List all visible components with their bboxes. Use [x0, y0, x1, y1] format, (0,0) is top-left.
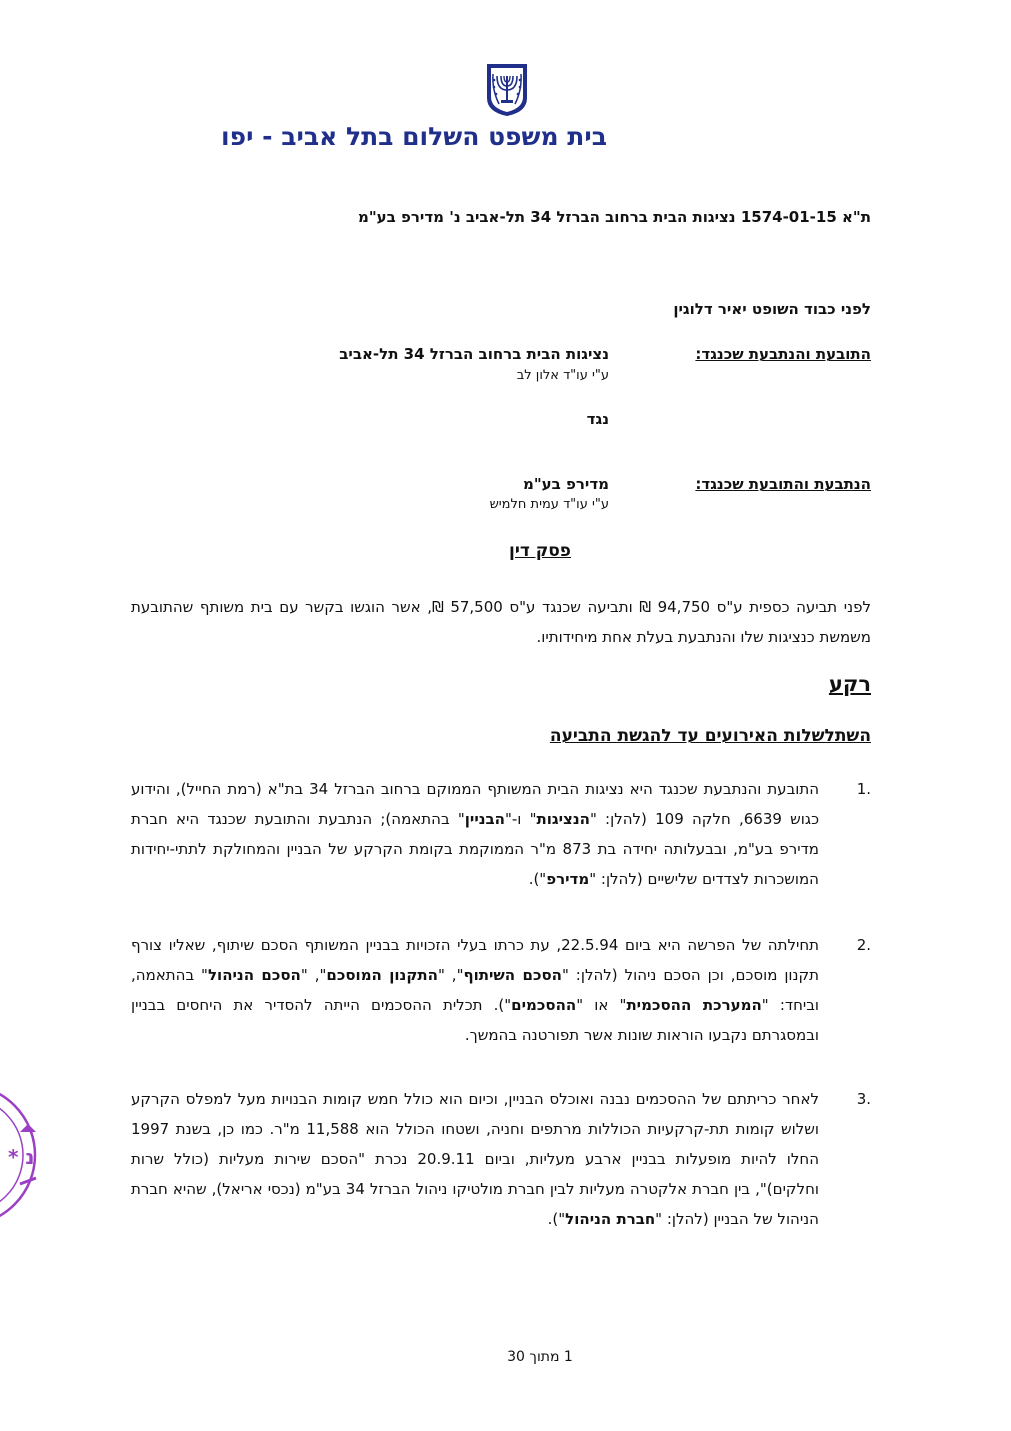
defined-term: התקנון המוסכם — [326, 966, 438, 984]
defined-term: הסכם הניהול — [207, 966, 301, 984]
intro-paragraph: לפני תביעה כספית ע"ס 94,750 ₪ ותביעה שכנגד ע"ס 57,500 ₪, אשר הוגשו בקשר עם בית משותף שהתובעת משמשת כנציגות שלו והנתבעת בעלת אחת מיחידותיו. — [131, 598, 871, 646]
paragraph-text — [131, 1084, 819, 1234]
paragraph-run: ", " — [300, 966, 327, 984]
court-stamp-icon — [0, 1080, 40, 1230]
plaintiff-name: נציגות הבית ברחוב הברזל 34 תל-אביב — [339, 345, 609, 363]
defined-term: הבניין — [464, 810, 505, 828]
defendant-name: מדירפ בע"מ — [522, 475, 609, 493]
paragraph-run: לאחר כריתתם של ההסכמים נבנה ואוכלס הבניין, וכיום הוא כולל חמש קומות הבנויות מעל למפלס הקרקע ושלוש קומות תת-קרקעיות הכוללות מרתפים וחניה, ושטחו הכולל הוא 11,588 מ"ר. כמו כן, בשנת 1997 החלו להיות מופעלות בבניין ארבע מעליות, וביום 20.9.11 נכרת "הסכם שירות מעליות (כולל שרות וחלקים)", בין חברת אלקטרה מעליות לבין חברת מולטיקו ניהול הברזל 34 בע"מ (נכסי אריאל), שהיא חברת הניהול של הבניין (להלן: " — [131, 1090, 819, 1228]
plaintiff-lawyer: ע"י עו"ד אלון לב — [516, 368, 609, 383]
defined-term: ההסכמים — [511, 996, 577, 1014]
paragraph-run: "). — [528, 870, 547, 888]
paragraph-run: " או " — [576, 996, 627, 1014]
versus-label: נגד — [586, 410, 609, 428]
paragraph-text — [131, 930, 819, 1050]
defined-term: חברת הניהול — [565, 1210, 656, 1228]
defined-term: המערכת ההסכמית — [626, 996, 762, 1014]
paragraph-run: תחילתה של הפרשה היא ביום 22.5.94, עת כרתו בעלי הזכויות בבניין המשותף הסכם שיתוף, שאליו צורף תקנון מוסכם, וכן הסכם ניהול (להלן: " — [131, 936, 820, 984]
paragraph-text — [131, 774, 819, 894]
paragraph-run: " בהתאמה, וביחד: " — [131, 966, 820, 1014]
paragraph-number: 2. — [856, 936, 871, 954]
numbered-paragraph — [131, 930, 871, 1050]
defined-term: הסכם השיתוף — [463, 966, 562, 984]
numbered-paragraph — [131, 1084, 871, 1234]
paragraph-run: "). תכלית ההסכמים הייתה להסדיר את היחסים בבניין ובמסגרתם נקבעו הוראות שונות אשר תפורטנה בהמשך. — [131, 996, 819, 1044]
section-heading-background: רקע — [828, 672, 871, 696]
svg-text:* נ: * נ — [8, 1145, 35, 1169]
court-name: בית משפט השלום בתל אביב - יפו — [221, 122, 607, 151]
paragraph-run: ", " — [437, 966, 464, 984]
defendant-lawyer: ע"י עו"ד עמית חלמיש — [489, 497, 609, 512]
paragraph-run: "). — [547, 1210, 566, 1228]
defendant-role: הנתבעת והתובעת שכנגד: — [695, 475, 871, 493]
section-heading-events: השתלשלות האירועים עד להגשת התביעה — [549, 726, 871, 746]
paragraph-run: התובעת והנתבעת שכנגד היא נציגות הבית המשותף הממוקם ברחוב הברזל 34 בת"א (רמת החייל), והידוע כגוש 6639, חלקה 109 (להלן: " — [131, 780, 820, 828]
paragraph-number: 3. — [856, 1090, 871, 1108]
paragraph-number: 1. — [856, 780, 871, 798]
page-number: 1 מתוך 30 — [507, 1349, 573, 1365]
paragraph-run: " ו-" — [504, 810, 537, 828]
plaintiff-role: התובעת והנתבעת שכנגד: — [695, 345, 871, 363]
judge-line: לפני כבוד השופט יאיר דלוגין — [673, 300, 871, 318]
verdict-title: פסק דין — [508, 541, 571, 561]
defined-term: מדירפ — [546, 870, 590, 888]
paragraph-run: " בהתאמה); הנתבעת והתובעת שכנגד היא חברת מדירפ בע"מ, ובבעלותה יחידה בת 873 מ"ר הממוקמת בקומת הקרקע של הבניין והמחולקת לתתי-יחידות המושכרות לצדדים שלישיים (להלן: " — [131, 810, 819, 888]
state-emblem-icon — [483, 60, 531, 118]
case-title: ת"א 1574-01-15 נציגות הבית ברחוב הברזל 34 תל-אביב נ' מדירפ בע"מ — [358, 208, 871, 226]
defined-term: הנציגות — [536, 810, 590, 828]
numbered-paragraph — [131, 774, 871, 894]
